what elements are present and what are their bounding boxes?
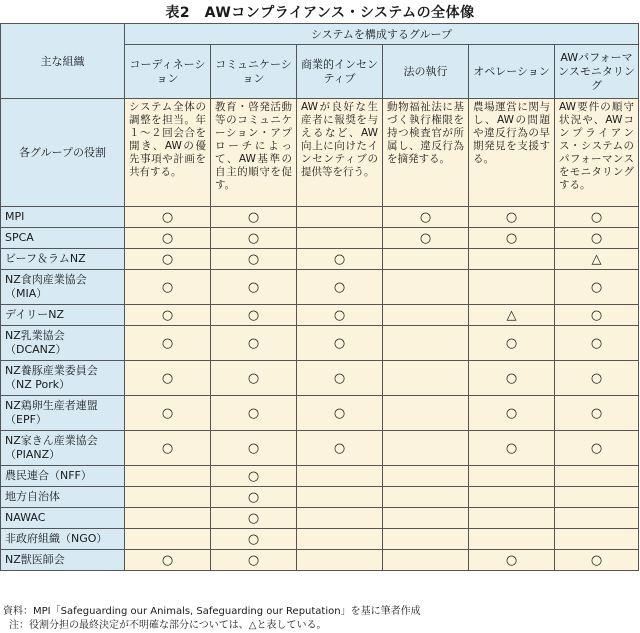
org-name: ビーフ＆ラムNZ: [1, 249, 125, 270]
circle-mark-icon: ○: [505, 405, 518, 421]
circle-mark-icon: ○: [247, 230, 260, 246]
role-mark-cell: [383, 396, 469, 431]
circle-mark-icon: ○: [505, 209, 518, 225]
role-mark-cell: [297, 396, 383, 431]
circle-mark-icon: ○: [247, 489, 260, 505]
role-mark-cell: [469, 228, 555, 249]
circle-mark-icon: ○: [590, 230, 603, 246]
role-mark-cell: [555, 361, 639, 396]
role-mark-cell: [383, 550, 469, 571]
org-name: SPCA: [1, 228, 125, 249]
circle-mark-icon: ○: [161, 279, 174, 295]
role-mark-cell: [555, 466, 639, 487]
role-mark-cell: [125, 228, 211, 249]
table-row: [1, 431, 639, 466]
triangle-mark-icon: △: [506, 307, 517, 323]
role-mark-cell: [125, 487, 211, 508]
circle-mark-icon: ○: [247, 510, 260, 526]
role-mark-cell: [383, 431, 469, 466]
role-description: AW要件の順守状況や、AWコンプライアンス・システムのパフォーマンスをモニタリングする。: [555, 99, 639, 207]
role-description: 動物福祉法に基づく執行権限を持つ検査官が所属し、違反行為を摘発する。: [383, 99, 469, 207]
role-mark-cell: [125, 508, 211, 529]
role-mark-cell: [383, 466, 469, 487]
org-name: NZ養豚産業委員会（NZ Pork）: [1, 361, 125, 396]
role-mark-cell: [383, 305, 469, 326]
table-row: [1, 529, 639, 550]
role-mark-cell: [555, 508, 639, 529]
circle-mark-icon: ○: [161, 307, 174, 323]
circle-mark-icon: ○: [333, 370, 346, 386]
role-mark-cell: [383, 249, 469, 270]
table-row: [1, 550, 639, 571]
circle-mark-icon: ○: [505, 552, 518, 568]
role-mark-cell: [125, 529, 211, 550]
org-name: 非政府組織（NGO）: [1, 529, 125, 550]
org-name: NZ家きん産業協会（PIANZ）: [1, 431, 125, 466]
role-mark-cell: [297, 326, 383, 361]
role-mark-cell: [211, 508, 297, 529]
roles-label: 各グループの役割: [1, 99, 125, 207]
circle-mark-icon: ○: [161, 552, 174, 568]
org-name: デイリーNZ: [1, 305, 125, 326]
role-mark-cell: [469, 326, 555, 361]
role-mark-cell: [469, 361, 555, 396]
role-mark-cell: [555, 249, 639, 270]
circle-mark-icon: ○: [161, 209, 174, 225]
role-mark-cell: [383, 361, 469, 396]
circle-mark-icon: ○: [247, 307, 260, 323]
role-mark-cell: [297, 466, 383, 487]
role-mark-cell: [297, 508, 383, 529]
role-mark-cell: [297, 305, 383, 326]
role-mark-cell: [555, 326, 639, 361]
role-mark-cell: [297, 361, 383, 396]
circle-mark-icon: ○: [419, 209, 432, 225]
role-mark-cell: [125, 431, 211, 466]
table-row: [1, 508, 639, 529]
role-mark-cell: [469, 207, 555, 228]
circle-mark-icon: ○: [161, 405, 174, 421]
role-mark-cell: [125, 326, 211, 361]
org-name: NZ乳業協会（DCANZ）: [1, 326, 125, 361]
org-rows: [1, 207, 639, 571]
circle-mark-icon: ○: [419, 230, 432, 246]
table-title: 表2 AWコンプライアンス・システムの全体像: [165, 5, 475, 21]
circle-mark-icon: ○: [333, 307, 346, 323]
circle-mark-icon: ○: [333, 279, 346, 295]
compliance-table: [0, 23, 639, 571]
circle-mark-icon: ○: [161, 251, 174, 267]
circle-mark-icon: ○: [247, 405, 260, 421]
circle-mark-icon: ○: [161, 230, 174, 246]
role-mark-cell: [125, 270, 211, 305]
role-mark-cell: [555, 228, 639, 249]
triangle-mark-icon: △: [591, 251, 602, 267]
circle-mark-icon: ○: [161, 335, 174, 351]
row-header-label: 主な組織: [1, 24, 125, 99]
circle-mark-icon: ○: [247, 335, 260, 351]
circle-mark-icon: ○: [247, 440, 260, 456]
org-name: NZ鶏卵生産者連盟（EPF）: [1, 396, 125, 431]
table-row: [1, 207, 639, 228]
org-name: NZ食肉産業協会（MIA）: [1, 270, 125, 305]
circle-mark-icon: ○: [333, 440, 346, 456]
circle-mark-icon: ○: [247, 468, 260, 484]
group-header: システムを構成するグループ: [125, 24, 639, 45]
role-mark-cell: [125, 207, 211, 228]
role-mark-cell: [469, 249, 555, 270]
org-name: 農民連合（NFF）: [1, 466, 125, 487]
org-name: NZ獣医師会: [1, 550, 125, 571]
table-row: [1, 396, 639, 431]
circle-mark-icon: ○: [590, 552, 603, 568]
role-mark-cell: [211, 228, 297, 249]
role-mark-cell: [297, 529, 383, 550]
column-header: オペレーション: [469, 45, 555, 99]
role-description: 教育・啓発活動等のコミュニケーション・アプローチによって、AW基準の自主的順守を促す。: [211, 99, 297, 207]
circle-mark-icon: ○: [590, 440, 603, 456]
circle-mark-icon: ○: [590, 279, 603, 295]
circle-mark-icon: ○: [505, 335, 518, 351]
role-mark-cell: [211, 550, 297, 571]
role-mark-cell: [297, 550, 383, 571]
table-row: [1, 326, 639, 361]
circle-mark-icon: ○: [590, 209, 603, 225]
circle-mark-icon: ○: [161, 440, 174, 456]
role-mark-cell: [125, 396, 211, 431]
circle-mark-icon: ○: [333, 335, 346, 351]
role-mark-cell: [383, 228, 469, 249]
circle-mark-icon: ○: [161, 370, 174, 386]
table-row: [1, 361, 639, 396]
role-mark-cell: [555, 431, 639, 466]
column-header: コーディネーション: [125, 45, 211, 99]
org-name: MPI: [1, 207, 125, 228]
circle-mark-icon: ○: [505, 230, 518, 246]
circle-mark-icon: ○: [247, 552, 260, 568]
column-header: コミュニケーション: [211, 45, 297, 99]
role-mark-cell: [211, 305, 297, 326]
role-mark-cell: [469, 431, 555, 466]
circle-mark-icon: ○: [590, 405, 603, 421]
role-mark-cell: [555, 207, 639, 228]
circle-mark-icon: ○: [333, 405, 346, 421]
role-description: AWが良好な生産者に報奨を与えるなど、AW向上に向けたインセンティブの提供等を行う。: [297, 99, 383, 207]
table-row: [1, 466, 639, 487]
role-mark-cell: [297, 431, 383, 466]
table-row: [1, 305, 639, 326]
role-mark-cell: [469, 508, 555, 529]
role-mark-cell: [211, 396, 297, 431]
column-header: 商業的インセンティブ: [297, 45, 383, 99]
role-mark-cell: [383, 270, 469, 305]
role-mark-cell: [469, 305, 555, 326]
circle-mark-icon: ○: [333, 251, 346, 267]
role-description: 農場運営に関与し、AWの問題や違反行為の早期発見を支援する。: [469, 99, 555, 207]
table-row: [1, 487, 639, 508]
role-mark-cell: [125, 550, 211, 571]
role-mark-cell: [125, 361, 211, 396]
circle-mark-icon: ○: [505, 370, 518, 386]
circle-mark-icon: ○: [247, 209, 260, 225]
role-mark-cell: [555, 550, 639, 571]
column-header: AWパフォーマンスモニタリング: [555, 45, 639, 99]
role-mark-cell: [297, 249, 383, 270]
role-mark-cell: [125, 466, 211, 487]
role-mark-cell: [211, 361, 297, 396]
role-mark-cell: [211, 466, 297, 487]
footnote: 注：役割分担の最終決定が不明確な部分については、△と表している。: [9, 620, 327, 631]
role-mark-cell: [469, 270, 555, 305]
role-mark-cell: [125, 305, 211, 326]
table-row: [1, 270, 639, 305]
role-mark-cell: [469, 466, 555, 487]
source-note: 資料：MPI「Safeguarding our Animals, Safeguarding our Reputation」を基に筆者作成: [3, 606, 421, 617]
role-mark-cell: [383, 207, 469, 228]
circle-mark-icon: ○: [590, 335, 603, 351]
role-mark-cell: [469, 487, 555, 508]
circle-mark-icon: ○: [590, 307, 603, 323]
role-mark-cell: [211, 529, 297, 550]
role-mark-cell: [383, 326, 469, 361]
column-header: 法の執行: [383, 45, 469, 99]
circle-mark-icon: ○: [247, 279, 260, 295]
circle-mark-icon: ○: [247, 370, 260, 386]
role-description: システム全体の調整を担当。年１～２回会合を開き、AWの優先事項や計画を共有する。: [125, 99, 211, 207]
circle-mark-icon: ○: [247, 531, 260, 547]
role-mark-cell: [297, 228, 383, 249]
role-mark-cell: [555, 529, 639, 550]
role-mark-cell: [297, 270, 383, 305]
role-mark-cell: [211, 431, 297, 466]
role-mark-cell: [297, 207, 383, 228]
role-mark-cell: [555, 305, 639, 326]
role-mark-cell: [297, 487, 383, 508]
role-mark-cell: [211, 487, 297, 508]
role-mark-cell: [555, 487, 639, 508]
role-mark-cell: [211, 270, 297, 305]
table-row: [1, 228, 639, 249]
role-mark-cell: [555, 396, 639, 431]
role-mark-cell: [469, 550, 555, 571]
role-mark-cell: [383, 508, 469, 529]
circle-mark-icon: ○: [590, 370, 603, 386]
table-row: [1, 249, 639, 270]
circle-mark-icon: ○: [505, 440, 518, 456]
role-mark-cell: [555, 270, 639, 305]
role-mark-cell: [211, 207, 297, 228]
org-name: 地方自治体: [1, 487, 125, 508]
role-mark-cell: [211, 249, 297, 270]
role-mark-cell: [383, 529, 469, 550]
role-mark-cell: [211, 326, 297, 361]
circle-mark-icon: ○: [247, 251, 260, 267]
role-mark-cell: [469, 396, 555, 431]
role-mark-cell: [125, 249, 211, 270]
role-mark-cell: [469, 529, 555, 550]
role-mark-cell: [383, 487, 469, 508]
org-name: NAWAC: [1, 508, 125, 529]
